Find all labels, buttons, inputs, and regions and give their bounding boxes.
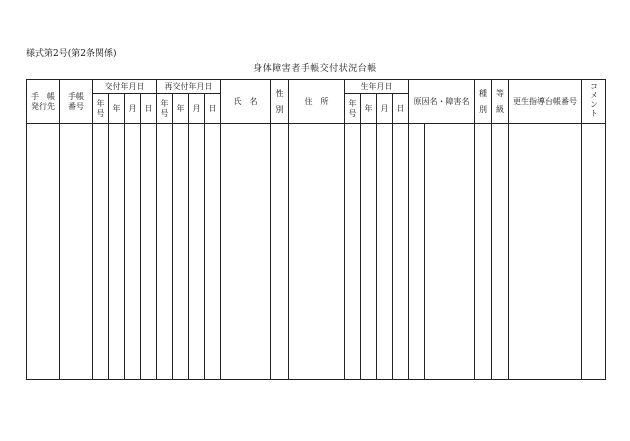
ledger-table — [26, 79, 606, 380]
col-reissue-month: 月 — [189, 94, 205, 124]
cell-reissue-month[interactable] — [189, 124, 205, 380]
col-sex-line1: 性 — [275, 88, 284, 98]
cell-name[interactable] — [221, 124, 271, 380]
cell-birth-month[interactable] — [377, 124, 393, 380]
col-reissue-year: 年 — [173, 94, 189, 124]
cell-issue-day[interactable] — [141, 124, 157, 380]
col-rehab-ledger: 更生指導台帳番号 — [509, 80, 582, 124]
cell-issuer[interactable] — [27, 124, 60, 380]
cell-reissue-day[interactable] — [205, 124, 221, 380]
cell-number[interactable] — [60, 124, 93, 380]
col-reissue-date: 再交付年月日 — [157, 80, 221, 94]
col-reissue-era-line1: 年 — [160, 98, 169, 108]
cell-kind[interactable] — [475, 124, 492, 380]
cell-grade[interactable] — [492, 124, 509, 380]
cell-rehab-ledger[interactable] — [509, 124, 582, 380]
col-reissue-era — [157, 94, 173, 124]
cell-birth-day[interactable] — [393, 124, 409, 380]
col-grade-line1: 等 — [496, 88, 504, 98]
cell-address[interactable] — [289, 124, 345, 380]
col-reissue-day: 日 — [205, 94, 221, 124]
col-number-line2: 番号 — [68, 101, 84, 111]
col-birth-era — [345, 94, 361, 124]
cell-issue-era[interactable] — [93, 124, 109, 380]
col-number-line1: 手帳 — [68, 91, 84, 101]
ledger-body-row — [27, 124, 606, 380]
cell-issue-year[interactable] — [109, 124, 125, 380]
cell-comment[interactable] — [582, 124, 606, 380]
col-issue-year: 年 — [109, 94, 125, 124]
col-birth-date: 生年月日 — [345, 80, 409, 94]
col-issuer-line1: 手 帳 — [31, 91, 55, 101]
cell-cause-b[interactable] — [425, 124, 475, 380]
cell-cause-a[interactable] — [409, 124, 425, 380]
cell-reissue-era[interactable] — [157, 124, 173, 380]
col-comment-label: コメント — [589, 82, 599, 118]
col-birth-era-line2: 号 — [348, 108, 357, 118]
col-kind — [475, 80, 492, 124]
col-kind-line1: 種 — [479, 88, 487, 98]
col-number — [60, 80, 93, 124]
col-birth-day: 日 — [393, 94, 409, 124]
col-kind-line2: 別 — [479, 104, 487, 114]
col-birth-year: 年 — [361, 94, 377, 124]
col-sex — [271, 80, 289, 124]
col-name: 氏 名 — [221, 80, 271, 124]
cell-sex[interactable] — [271, 124, 289, 380]
col-issue-era-line1: 年 — [96, 98, 105, 108]
col-issuer-line2: 発行先 — [31, 101, 55, 111]
cell-birth-year[interactable] — [361, 124, 377, 380]
col-address: 住 所 — [289, 80, 345, 124]
col-birth-month: 月 — [377, 94, 393, 124]
cell-birth-era[interactable] — [345, 124, 361, 380]
cell-issue-month[interactable] — [125, 124, 141, 380]
col-cause: 原因名・障害名 — [409, 80, 475, 124]
col-issue-date: 交付年月日 — [93, 80, 157, 94]
col-issue-month: 月 — [125, 94, 141, 124]
form-title: 身体障害者手帳交付状況台帳 — [253, 64, 377, 74]
col-issue-era — [93, 94, 109, 124]
col-issue-era-line2: 号 — [96, 108, 105, 118]
col-issue-day: 日 — [141, 94, 157, 124]
col-birth-era-line1: 年 — [348, 98, 357, 108]
col-reissue-era-line2: 号 — [160, 108, 169, 118]
col-grade-line2: 級 — [496, 104, 504, 114]
form-caption: 様式第2号(第2条関係) — [26, 49, 117, 59]
col-comment — [582, 80, 606, 124]
col-sex-line2: 別 — [275, 104, 284, 114]
col-grade — [492, 80, 509, 124]
col-issuer — [27, 80, 60, 124]
cell-reissue-year[interactable] — [173, 124, 189, 380]
